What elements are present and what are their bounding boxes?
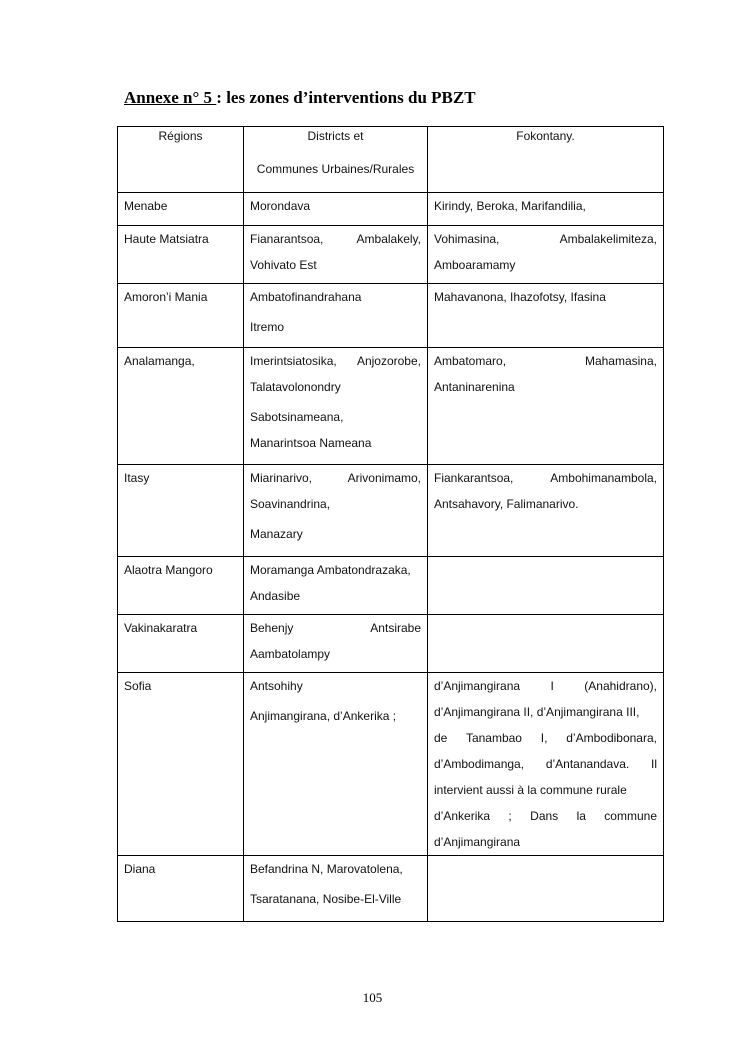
region-cell [118,284,244,348]
district-line: Moramanga Ambatondrazaka, [250,563,411,577]
region-cell [118,193,244,226]
district-line: Itremo [250,320,285,334]
districts-cell [244,856,428,922]
table-row [118,465,664,557]
table-row [118,856,664,922]
region-name: Analamanga, [124,354,195,368]
district-line: Imerintsiatosika, Anjozorobe, [250,354,421,368]
fokontany-line: d’Anjimangirana I (Anahidrano), [434,679,657,693]
fokontany-line: d’Anjimangirana II, d’Anjimangirana III, [434,705,640,719]
table-row [118,673,664,856]
region-cell [118,673,244,856]
district-line: Miarinarivo, Arivonimamo, [250,471,421,485]
region-name: Sofia [124,679,152,693]
district-line: Behenjy Antsirabe [250,621,421,635]
table-body [118,193,664,922]
fokontany-line: d’Anjimangirana [434,835,521,849]
district-line: Aambatolampy [250,647,331,661]
fokontany-line: Antaninarenina [434,380,515,394]
fokontany-line: Fiankarantsoa, Ambohimanambola, [434,471,657,485]
district-line: Morondava [250,199,311,213]
fokontany-line: intervient aussi à la commune rurale [434,783,627,797]
district-line: Vohivato Est [250,258,317,272]
districts-cell [244,465,428,557]
header-fokontany-label: Fokontany. [516,129,575,143]
table-row [118,284,664,348]
annex-title-rest: : les zones d’interventions du PBZT [216,88,476,107]
region-cell [118,856,244,922]
page-number: 105 [362,990,383,1005]
region-cell [118,226,244,284]
annex-title [124,88,476,108]
region-name: Itasy [124,471,150,485]
district-line: Manarintsoa Nameana [250,436,372,450]
district-line: Sabotsinameana, [250,410,344,424]
header-fokontany [428,127,664,193]
district-line: Talatavolonondry [250,380,341,394]
districts-cell [244,348,428,465]
header-districts [244,127,428,193]
region-cell [118,465,244,557]
table-row [118,557,664,615]
region-name: Haute Matsiatra [124,232,209,246]
region-cell [118,557,244,615]
header-districts-line2: Communes Urbaines/Rurales [256,162,415,176]
fokontany-cell [428,284,664,348]
fokontany-cell [428,348,664,465]
header-regions [118,127,244,193]
header-districts-line1: Districts et [307,129,364,143]
table-row [118,226,664,284]
header-regions-label: Régions [158,129,203,143]
fokontany-line: d’Ankerika ; Dans la commune [434,809,657,823]
fokontany-cell [428,226,664,284]
district-line: Andasibe [250,589,301,603]
region-cell [118,615,244,673]
region-cell [118,348,244,465]
intervention-zones-table [117,126,664,922]
fokontany-line: Kirindy, Beroka, Marifandilia, [434,199,586,213]
fokontany-line: Amboaramamy [434,258,516,272]
region-name: Alaotra Mangoro [124,563,213,577]
table-row [118,615,664,673]
districts-cell [244,557,428,615]
district-line: Ambatofinandrahana [250,290,362,304]
region-name: Menabe [124,199,168,213]
districts-cell [244,615,428,673]
fokontany-cell [428,193,664,226]
district-line: Soavinandrina, [250,497,331,511]
fokontany-line: Vohimasina, Ambalakelimiteza, [434,232,657,246]
table-row [118,193,664,226]
fokontany-cell [428,856,664,922]
districts-cell [244,226,428,284]
fokontany-cell [428,557,664,615]
table-row [118,348,664,465]
fokontany-line: Mahavanona, Ihazofotsy, Ifasina [434,290,606,304]
table-header-row [118,127,664,193]
fokontany-line: d’Ambodimanga, d’Antanandava. Il [434,757,657,771]
region-name: Vakinakaratra [124,621,198,635]
fokontany-cell [428,465,664,557]
district-line: Tsaratanana, Nosibe-El-Ville [250,892,402,906]
fokontany-cell [428,673,664,856]
fokontany-line: Antsahavory, Falimanarivo. [434,497,579,511]
fokontany-line: de Tanambao I, d’Ambodibonara, [434,731,657,745]
districts-cell [244,284,428,348]
district-line: Befandrina N, Marovatolena, [250,862,403,876]
district-line: Antsohihy [250,679,303,693]
districts-cell [244,673,428,856]
districts-cell [244,193,428,226]
region-name: Diana [124,862,156,876]
fokontany-line: Ambatomaro, Mahamasina, [434,354,657,368]
fokontany-cell [428,615,664,673]
district-line: Anjimangirana, d’Ankerika ; [250,709,397,723]
region-name: Amoron’i Mania [124,290,208,304]
district-line: Fianarantsoa, Ambalakely, [250,232,421,246]
district-line: Manazary [250,527,303,541]
annex-title-prefix: Annexe n° 5 [124,88,217,107]
